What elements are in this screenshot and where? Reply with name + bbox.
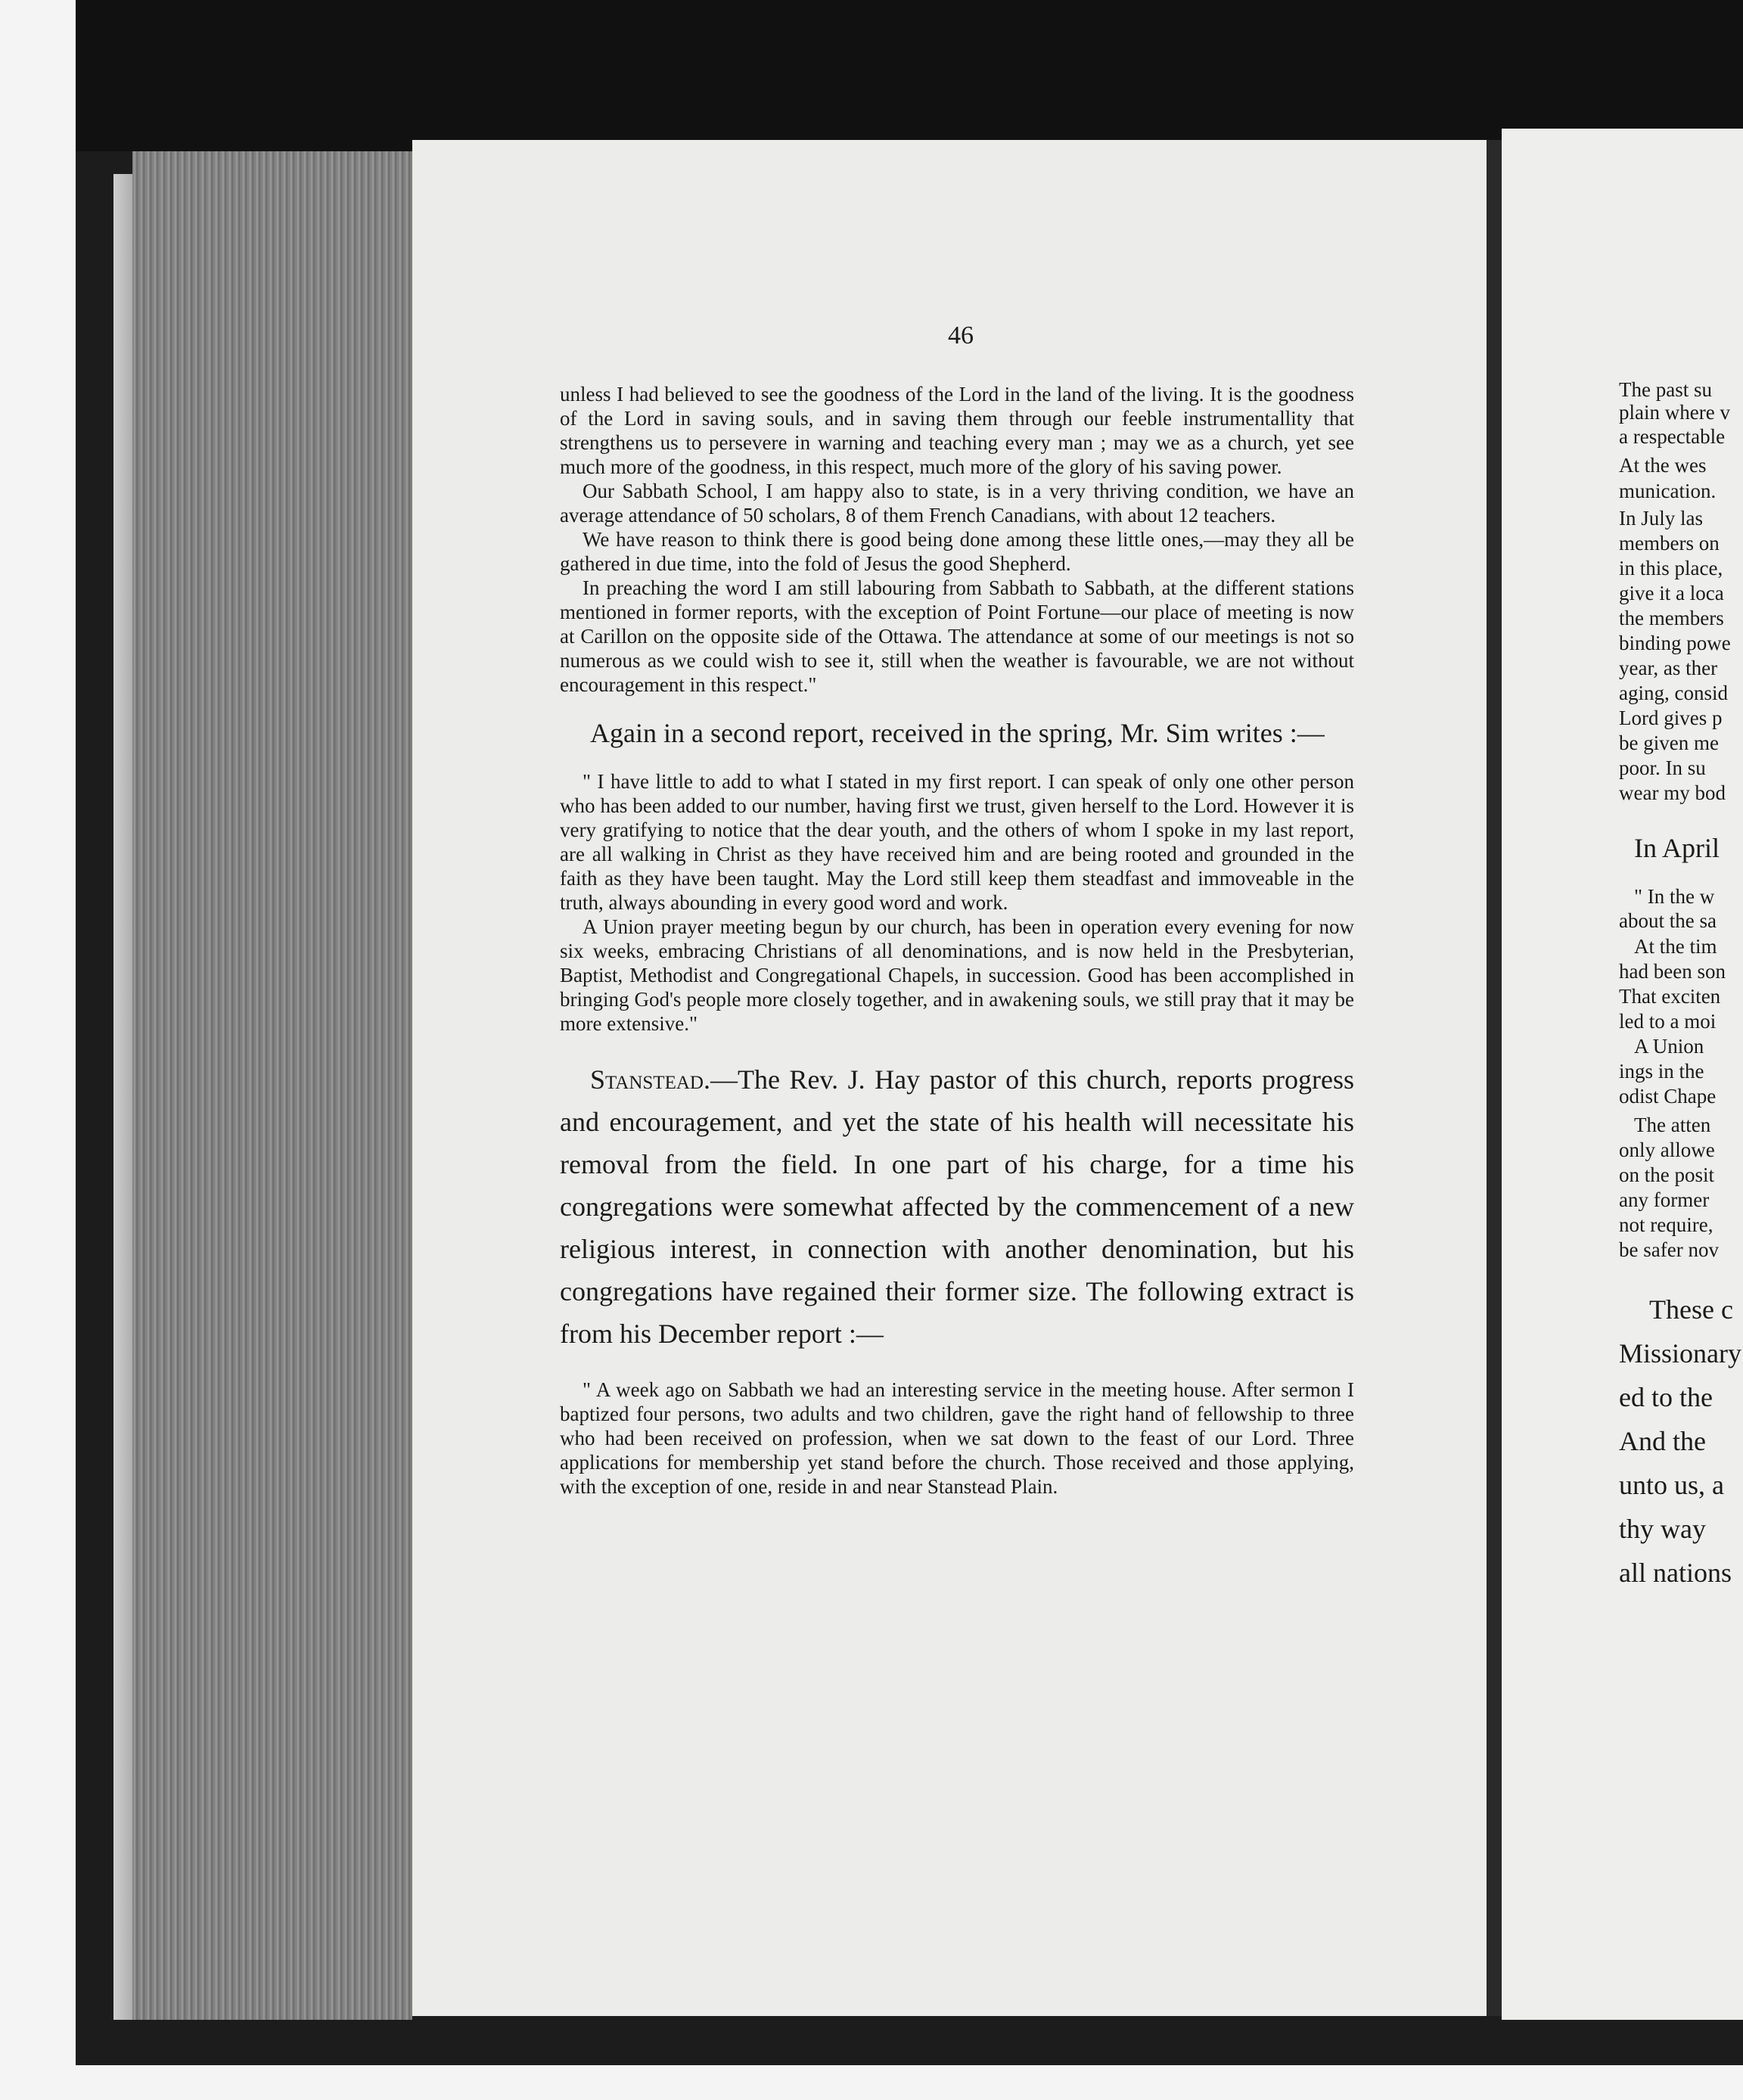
right-fragment: led to a moi — [1619, 1010, 1717, 1033]
right-fragment: And the — [1619, 1426, 1706, 1456]
page-text — [560, 382, 1354, 1499]
right-fragment: plain where v — [1619, 401, 1730, 424]
right-fragment: At the tim — [1634, 935, 1717, 958]
right-fragment: aging, consid — [1619, 682, 1728, 704]
right-fragment: all nations — [1619, 1558, 1732, 1588]
right-fragment: unto us, a — [1619, 1470, 1724, 1500]
right-fragment: on the posit — [1619, 1163, 1714, 1186]
right-fragment: not require, — [1619, 1213, 1713, 1236]
right-fragment: in this place, — [1619, 557, 1723, 579]
right-fragment: ings in the — [1619, 1060, 1704, 1083]
right-fragment: In April — [1634, 833, 1720, 863]
right-fragment: At the wes — [1619, 454, 1707, 477]
right-fragment: be safer nov — [1619, 1238, 1719, 1261]
right-fragment: In July las — [1619, 507, 1703, 530]
scan-margin-left — [0, 0, 76, 2100]
right-fragment: binding powe — [1619, 632, 1731, 654]
right-fragment: a respectable — [1619, 425, 1726, 448]
second-report-paragraph-1: " I have little to add to what I stated in my first report. I can speak of only one other person who has been added to our number, having first we trust, given herself to the Lord. However it is very gratifying to notice that the dear youth, and the others of whom I spoke in my last report, are all walking in Christ as they have received him and are being rooted and grounded in the faith as they have been taught. May the Lord still keep them steadfast and immoveable in the truth, always abounding in every good word and work. — [560, 770, 1354, 914]
right-fragment: " In the w — [1634, 885, 1715, 908]
right-fragment: ed to the — [1619, 1382, 1713, 1412]
intro-paragraph-2: Our Sabbath School, I am happy also to state, is in a very thriving condition, we have an average attendance of 50 scholars, 8 of them French Canadians, with about 12 teachers. — [560, 480, 1354, 527]
right-fragment: poor. In su — [1619, 756, 1706, 779]
right-fragment: odist Chape — [1619, 1085, 1717, 1107]
scan-background-top — [0, 0, 1743, 151]
right-fragment: thy way — [1619, 1514, 1706, 1544]
book-gutter — [1487, 140, 1502, 2016]
right-fragment: year, as ther — [1619, 657, 1718, 679]
right-fragment: wear my bod — [1619, 781, 1726, 804]
right-fragment: The atten — [1634, 1114, 1711, 1136]
stanstead-heading: Stanstead. — [590, 1064, 710, 1095]
stanstead-paragraph — [560, 1058, 1354, 1355]
page-number: 46 — [948, 322, 974, 349]
stanstead-body: —The Rev. J. Hay pastor of this church, reports progress and encouragement, and yet the state of his health will necessitate his removal from the field. In one part of his charge, for a time his congregations were somewhat affected by the commencement of a new religious interest, in connection with another denomination, but his congregations have regained their former size. The following extract is from his December report :— — [560, 1064, 1354, 1349]
right-fragment: A Union — [1634, 1035, 1704, 1058]
right-fragment: about the sa — [1619, 909, 1717, 932]
right-fragment: That exciten — [1619, 985, 1721, 1008]
intro-paragraph-3: We have reason to think there is good being done among these little ones,—may they all be gathered in due time, into the fold of Jesus the good Shepherd. — [560, 528, 1354, 575]
right-fragment: be given me — [1619, 732, 1719, 754]
right-fragment: give it a loca — [1619, 582, 1724, 604]
right-fragment: Lord gives p — [1619, 707, 1723, 729]
right-fragment: These c — [1649, 1294, 1733, 1325]
intro-paragraph-4: In preaching the word I am still labouring from Sabbath to Sabbath, at the different stations mentioned in former reports, with the exception of Point Fortune—our place of meeting is now at Carillon on the opposite side of the Ottawa. The attendance at some of our meetings is not so numerous as we could wish to see it, still when the weather is favourable, we are not without encouragement in this respect." — [560, 576, 1354, 696]
right-fragment: munication. — [1619, 480, 1717, 502]
right-fragment: the members — [1619, 607, 1724, 629]
right-fragment: had been son — [1619, 960, 1726, 983]
second-report-paragraph-2: A Union prayer meeting begun by our church, has been in operation every evening for now six weeks, embracing Christians of all denominations, and is now held in the Presbyterian, Baptist, Methodist and Congregational Chapels, in succession. Good has been accomplished in bringing God's people more closely together, and in awakening souls, we still pray that it may be more extensive." — [560, 915, 1354, 1035]
right-fragment: Missionary — [1619, 1338, 1741, 1368]
right-fragment: only allowe — [1619, 1139, 1715, 1161]
right-fragment: members on — [1619, 532, 1720, 555]
december-extract: " A week ago on Sabbath we had an interesting service in the meeting house. After sermon I baptized four persons, two adults and two children, gave the right hand of fellowship to three who had been received on profession, when we sat down to the feast of our Lord. Three applications for membership yet stand before the church. Those received and those applying, with the exception of one, reside in and near Stanstead Plain. — [560, 1378, 1354, 1498]
intro-paragraph-1: unless I had believed to see the goodness of the Lord in the land of the living. It is the goodness of the Lord in saving souls, and in saving them through our feeble instrumentallity that strengthens us to persevere in warning and teaching every man ; may we as a church, yet see much more of the goodness, in this respect, much more of the glory of his saving power. — [560, 383, 1354, 478]
right-fragment: any former — [1619, 1188, 1710, 1211]
book-page-edges — [132, 151, 412, 2020]
right-fragment: The past su — [1619, 378, 1712, 401]
scan-margin-bottom — [0, 2065, 1743, 2100]
again-paragraph: Again in a second report, received in the spring, Mr. Sim writes :— — [590, 718, 1325, 748]
